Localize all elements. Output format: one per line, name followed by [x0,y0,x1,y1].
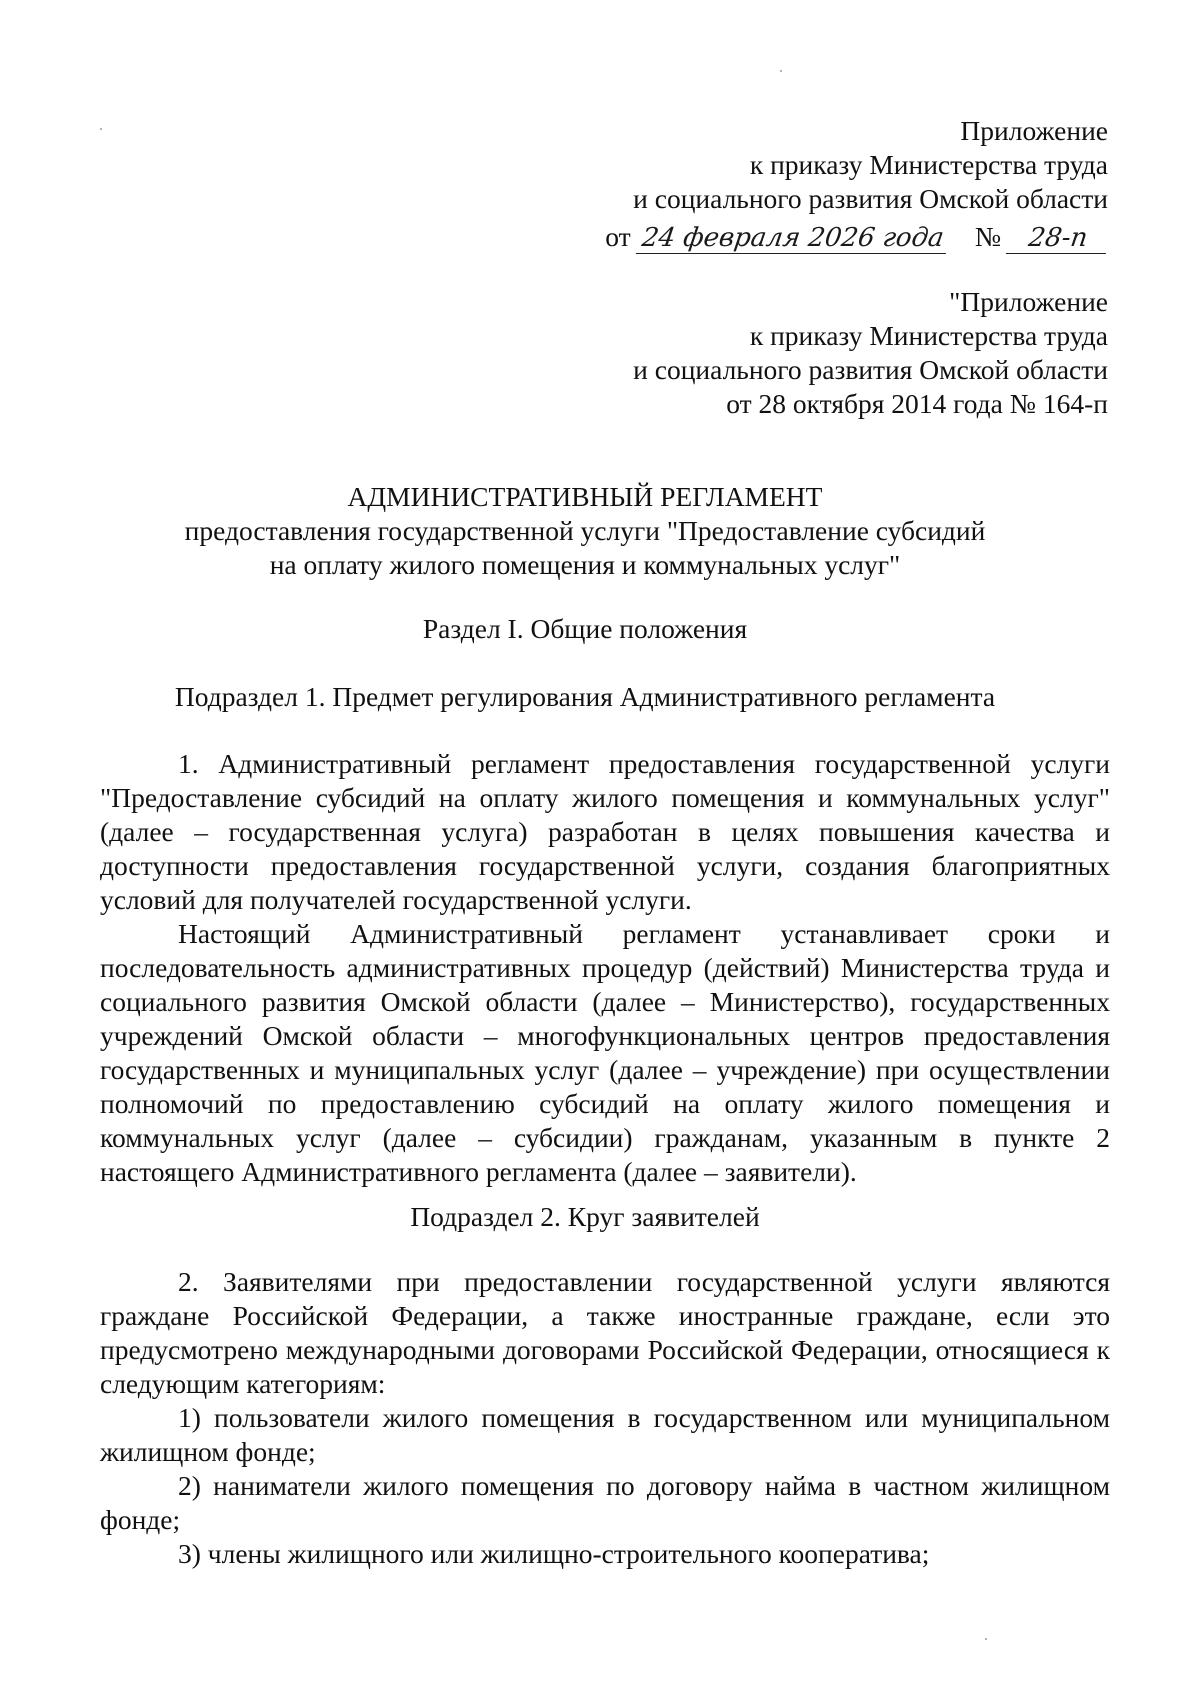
document-title: АДМИНИСТРАТИВНЫЙ РЕГЛАМЕНТ [347,481,823,512]
list-item-1: 1) пользователи жилого помещения в государственном или муниципальном жилищном фонде; [100,1402,1110,1467]
document-subtitle-line1: предоставления государственной услуги "Предоставление субсидий [184,515,986,546]
handwritten-date: 24 февраля 2026 года [635,223,949,254]
order-reference: к приказу Министерства труда [749,149,1108,180]
scan-speck [985,1638,987,1640]
document-subtitle-line2: на оплату жилого помещения и коммунальных услуг" [269,549,901,580]
subsection2-heading: Подраздел 2. Круг заявителей [410,1201,760,1232]
list-item-3: 3) члены жилищного или жилищно-строительного кооператива; [178,1538,930,1569]
original-appendix-header [633,285,1108,421]
scan-speck [780,70,782,72]
original-ministry-name: и социального развития Омской области [633,354,1108,385]
paragraph-2: Настоящий Административный регламент устанавливает сроки и последовательность административных процедур (действий) Министерства труда и социального развития Омской области (далее – Министерство), государственных учреждений Омской области – многофункциональных центров предоставления государственных и муниципальных услуг (далее – учреждение) при осуществлении полномочий по предоставлению субсидий на оплату жилого помещения и коммунальных услуг (далее – субсидии) гражданам, указанным в пункте 2 настоящего Административного регламента (далее – заявители). [100,918,1110,1187]
paragraph-1: 1. Административный регламент предоставления государственной услуги "Предоставление субсидий на оплату жилого помещения и коммунальных услуг" (далее – государственная услуга) разработан в целях повышения качества и доступности предоставления государственной услуги, создания благоприятных условий для получателей государственной услуги. [100,748,1110,915]
number-sign: № [974,221,1002,252]
original-order-date: от 28 октября 2014 года № 164-п [726,388,1108,419]
handwritten-order-number: 28-п [1006,223,1110,254]
original-appendix-label: "Приложение [949,286,1108,317]
scan-speck [100,128,102,130]
subsection1-heading: Подраздел 1. Предмет регулирования Административного регламента [174,681,996,712]
subsection1-body [100,747,1110,1189]
paragraph-3: 2. Заявителями при предоставлении государственной услуги являются граждане Российской Федерации, а также иностранные граждане, если это предусмотрено международными договорами Российской Федерации, относящиеся к следующим категориям: [100,1266,1110,1399]
ministry-name: и социального развития Омской области [633,183,1108,214]
appendix-header [605,114,1108,254]
subsection2-body [100,1265,1110,1571]
from-prefix: от [605,221,631,252]
list-item-2: 2) наниматели жилого помещения по договору найма в частном жилищном фонде; [100,1470,1110,1535]
original-order-reference: к приказу Министерства труда [749,320,1108,351]
order-date-number-line [605,220,1108,254]
section-heading: Раздел I. Общие положения [422,613,748,644]
document-title-block [60,480,1110,582]
appendix-label: Приложение [960,115,1108,146]
